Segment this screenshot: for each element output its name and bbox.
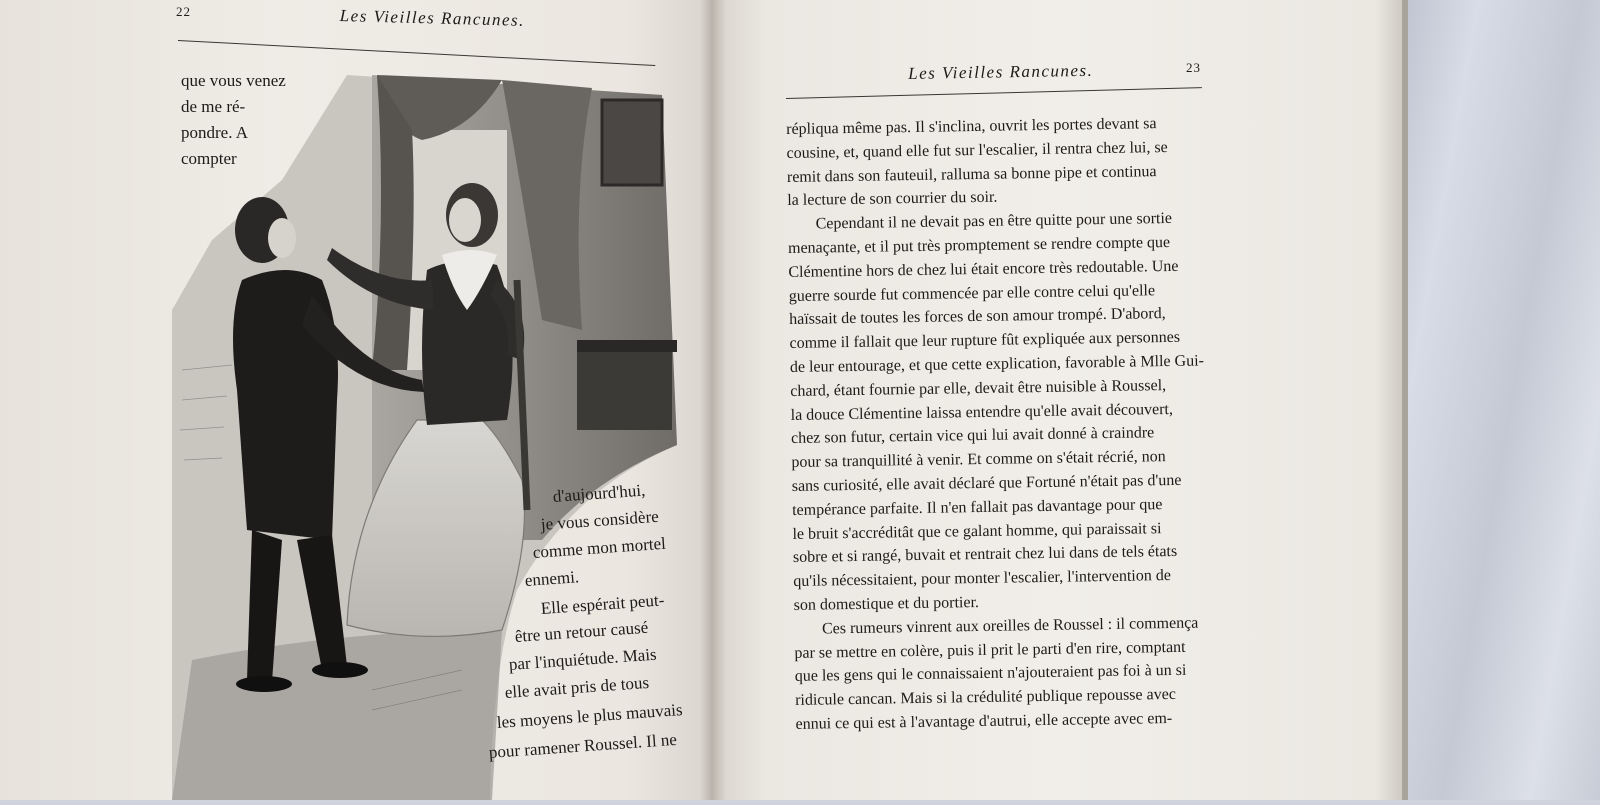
text-line: les moyens le plus mauvais <box>496 700 684 732</box>
text-line: le bruit s'accréditât que ce galant homme, qui paraissait si <box>792 519 1162 543</box>
running-title-right: Les Vieilles Rancunes. <box>908 60 1094 83</box>
text-line: ennui ce qui est à l'avantage d'autrui, elle accepte avec em- <box>795 709 1173 733</box>
left-curve-text-4 <box>524 564 580 594</box>
page-number-left: 22 <box>176 4 191 19</box>
text-line: ridicule cancan. Mais si la crédulité publique repousse avec <box>795 686 1176 710</box>
text-line: sans curiosité, elle avait déclaré que Fortuné n'était pas d'une <box>791 471 1182 495</box>
text-line: Clémentine hors de chez lui était encore très redoutable. Une <box>788 257 1179 281</box>
text-line: chard, étant fournie par elle, devait être nuisible à Roussel, <box>790 376 1167 400</box>
text-line: Elle espérait peut- <box>540 590 665 618</box>
text-line: pour ramener Roussel. Il ne <box>488 729 678 762</box>
text-line: par se mettre en colère, puis il prit le parti d'en rire, comptant <box>794 638 1186 662</box>
text-line: d'aujourd'hui, <box>552 480 646 506</box>
text-line: ennemi. <box>524 567 580 590</box>
text-line: la lecture de son courrier du soir. <box>787 189 998 210</box>
text-line: guerre sourde fut commencée par elle contre celui qu'elle <box>788 281 1156 305</box>
background-cloth <box>1390 0 1600 800</box>
text-line: tempérance parfaite. Il n'en fallait pas davantage pour que <box>792 495 1163 519</box>
text-line: répliqua même pas. Il s'inclina, ouvrit les portes devant sa <box>786 115 1157 138</box>
text-line: par l'inquiétude. Mais <box>508 644 658 674</box>
text-line: la douce Clémentine laissa entendre qu'elle avait découvert, <box>790 400 1174 424</box>
text-line: cousine, et, quand elle fut sur l'escalier, il rentra chez lui, se <box>786 138 1168 162</box>
page-number-right: 23 <box>1186 60 1201 75</box>
text-line: son domestique et du portier. <box>793 593 980 614</box>
text-line: elle avait pris de tous <box>504 672 650 702</box>
text-line: de me ré- <box>181 97 246 116</box>
text-line: qu'ils nécessitaient, pour monter l'escalier, l'intervention de <box>793 567 1172 591</box>
text-line: comme il fallait que leur rupture fût expliquée aux personnes <box>789 329 1181 353</box>
running-title-left: Les Vieilles Rancunes. <box>339 6 526 30</box>
text-line: Ces rumeurs vinrent aux oreilles de Roussel : il commença <box>821 614 1199 638</box>
right-body-text <box>786 111 1226 736</box>
text-line: comme mon mortel <box>532 533 667 562</box>
text-line: chez son futur, certain vice qui lui avait donné à craindre <box>790 424 1155 448</box>
text-line: haïssait de toutes les forces de son amour trompé. D'abord, <box>789 305 1166 329</box>
left-top-text <box>181 68 311 172</box>
text-line: je vous considère <box>540 506 660 534</box>
text-line: être un retour causé <box>514 617 649 646</box>
text-line: remit dans son fauteuil, ralluma sa bonne pipe et continua <box>786 162 1157 186</box>
text-line: de leur entourage, et que cette explication, favorable à Mlle Gui- <box>789 352 1205 376</box>
book-gutter <box>700 0 726 800</box>
text-line: pour sa tranquillité à venir. Et comme on s'était récrié, non <box>791 448 1166 472</box>
text-line: que les gens qui le connaissaient n'ajouteraient pas foi à un si <box>794 662 1187 686</box>
text-line: Cependant il ne devait pas en être quitte pour une sortie <box>815 210 1173 233</box>
text-line: que vous venez <box>181 71 286 90</box>
text-line: compter <box>181 149 237 168</box>
text-line: sobre et si rangé, buvait et rentrait chez lui dans de tels états <box>792 543 1178 567</box>
text-line: pondre. A <box>181 123 249 142</box>
text-line: menaçante, et il put très promptement se rendre compte que <box>787 233 1171 257</box>
